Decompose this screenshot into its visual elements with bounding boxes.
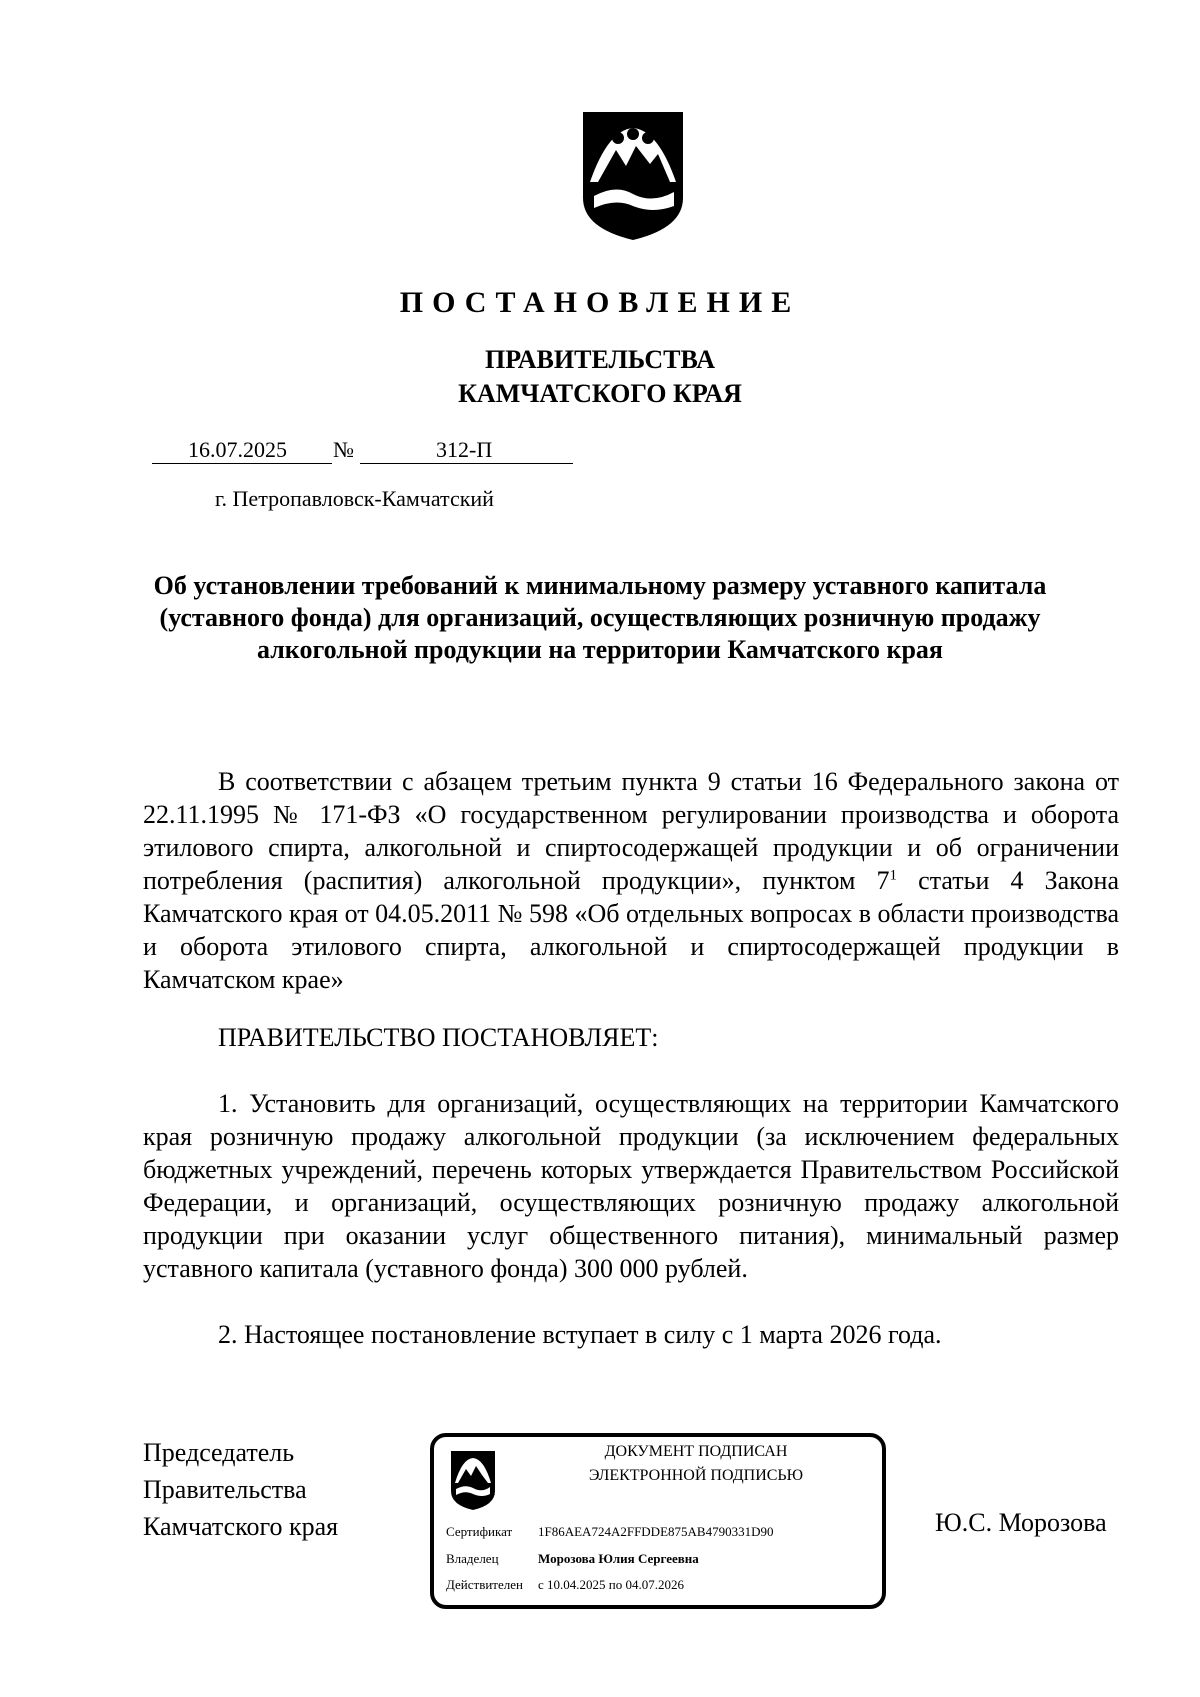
e-signature-cert-row — [446, 1524, 773, 1540]
preamble-paragraph — [143, 765, 1119, 996]
preamble-text-after: статьи 4 Закона Камчатского края от 04.05.2011 № 598 «Об отдельных вопросах в области производства и оборота этилового спирта, алкогольной и спиртосодержащей продукции в Камчатском крае» — [143, 866, 1119, 994]
valid-label: Действителен — [446, 1577, 523, 1592]
e-signature-header-1: ДОКУМЕНТ ПОДПИСАН — [604, 1443, 788, 1460]
e-signature-header-2: ЭЛЕКТРОННОЙ ПОДПИСЬЮ — [588, 1467, 804, 1484]
item-1 — [143, 1087, 1119, 1285]
e-signature-stamp — [430, 1433, 886, 1609]
position-line-3: Камчатского края — [143, 1512, 339, 1541]
document-city: г. Петропавловск-Камчатский — [215, 486, 494, 511]
signatory-position — [143, 1434, 338, 1545]
document-number: 312-П — [436, 437, 493, 462]
owner-label: Владелец — [446, 1551, 499, 1566]
owner-value: Морозова Юлия Сергеевна — [538, 1551, 699, 1566]
issuer-line-1: ПРАВИТЕЛЬСТВА — [485, 345, 715, 374]
date-underline — [152, 463, 332, 464]
document-type: ПОСТАНОВЛЕНИЕ — [399, 286, 801, 319]
cert-label: Сертификат — [446, 1524, 513, 1539]
issuer-line-2: КАМЧАТСКОГО КРАЯ — [458, 379, 742, 408]
item-2 — [143, 1318, 1119, 1351]
document-date: 16.07.2025 — [188, 437, 287, 462]
e-signature-emblem-icon — [448, 1449, 498, 1511]
e-signature-owner-row — [446, 1551, 699, 1567]
position-line-1: Председатель — [143, 1438, 295, 1467]
signatory-name: Ю.С. Морозова — [935, 1508, 1107, 1537]
document-title: Об установлении требований к минимальному размеру уставного капитала (уставного фонда) для организаций, осуществляющих розничную продажу алкогольной продукции на территории Камчатского края — [153, 571, 1047, 664]
coat-of-arms-icon — [578, 110, 688, 242]
item-2-text: 2. Настоящее постановление вступает в силу с 1 марта 2026 года. — [218, 1320, 942, 1349]
number-underline — [360, 463, 573, 464]
preamble-text-before: В соответствии с абзацем третьим пункта 9 статьи 16 Федерального закона от 22.11.1995 № 171-ФЗ «О государственном регулировании производства и оборота этилового спирта, алкогольной и спиртосодержащей продукции и об ограничении потребления (распития) алкогольной продукции», пунктом 7 — [143, 767, 1119, 895]
e-signature-validity-row — [446, 1577, 684, 1593]
number-sign: № — [333, 437, 354, 462]
position-line-2: Правительства — [143, 1475, 307, 1504]
cert-value: 1F86AEA724A2FFDDE875AB4790331D90 — [538, 1524, 774, 1539]
item-1-text: 1. Установить для организаций, осуществляющих на территории Камчатского края розничную продажу алкогольной продукции (за исключением федеральных бюджетных учреждений, перечень которых утверждается Правительством Российской Федерации, и организаций, осуществляющих розничную продажу алкогольной продукции при оказании услуг общественного питания), минимальный размер уставного капитала (уставного фонда) 300 000 рублей. — [143, 1089, 1119, 1283]
preamble-superscript: 1 — [889, 867, 898, 884]
valid-value: с 10.04.2025 по 04.07.2026 — [538, 1577, 684, 1592]
decree-heading: ПРАВИТЕЛЬСТВО ПОСТАНОВЛЯЕТ: — [218, 1023, 659, 1052]
